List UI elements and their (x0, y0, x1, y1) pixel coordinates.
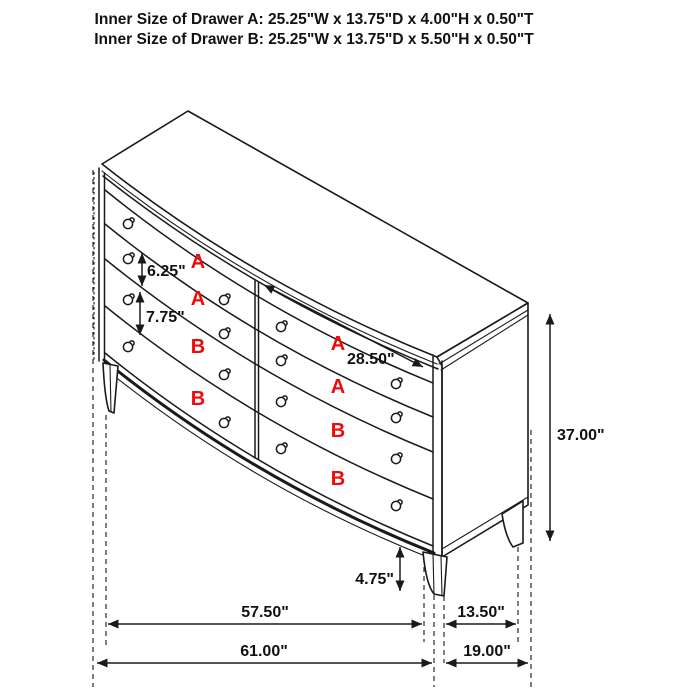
dim-drawer-b-height-label: 7.75" (146, 309, 185, 326)
knob (391, 453, 402, 464)
knob (391, 412, 402, 423)
header-line-2: Inner Size of Drawer B: 25.25"W x 13.75"D x 5.50"H x 0.50"T (94, 31, 534, 48)
dim-leg-height-label: 4.75" (355, 571, 394, 588)
dim-overall-width-label: 61.00" (240, 643, 288, 660)
knob (219, 294, 230, 305)
drawer-label-right-1: A (330, 333, 346, 355)
drawer-label-left-2: A (190, 288, 206, 310)
dim-front-width-label: 57.50" (241, 604, 289, 621)
header (94, 11, 534, 48)
dim-side-width-label: 13.50" (457, 604, 505, 621)
drawer-label-left-4: B (190, 388, 206, 410)
drawer-label-right-4: B (330, 468, 346, 490)
knob (391, 500, 402, 511)
knob (276, 443, 287, 454)
front-bottom-molding (104, 360, 434, 553)
knob (391, 378, 402, 389)
header-line-1: Inner Size of Drawer A: 25.25"W x 13.75"D x 4.00"H x 0.50"T (94, 11, 534, 28)
dim-overall-height-label: 37.00" (557, 427, 605, 444)
drawer-label-left-1: A (190, 251, 206, 273)
dim-drawer-width-label: 28.50" (347, 351, 395, 368)
drawer-row4-bottom-edge (105, 353, 433, 546)
dresser-drawing (94, 111, 528, 596)
knob (123, 218, 134, 229)
drawer-label-right-2: A (330, 376, 346, 398)
knob (219, 328, 230, 339)
knob (123, 294, 134, 305)
front-right-leg (423, 552, 447, 596)
knob (276, 321, 287, 332)
knob (219, 417, 230, 428)
drawer-label-left-3: B (190, 336, 206, 358)
dim-drawer-a-height-label: 6.25" (147, 263, 186, 280)
knob (123, 341, 134, 352)
knob (276, 355, 287, 366)
drawer-label-right-3: B (330, 420, 346, 442)
knob (276, 396, 287, 407)
knob (219, 369, 230, 380)
dim-overall-depth-label: 19.00" (463, 643, 511, 660)
knob (123, 253, 134, 264)
